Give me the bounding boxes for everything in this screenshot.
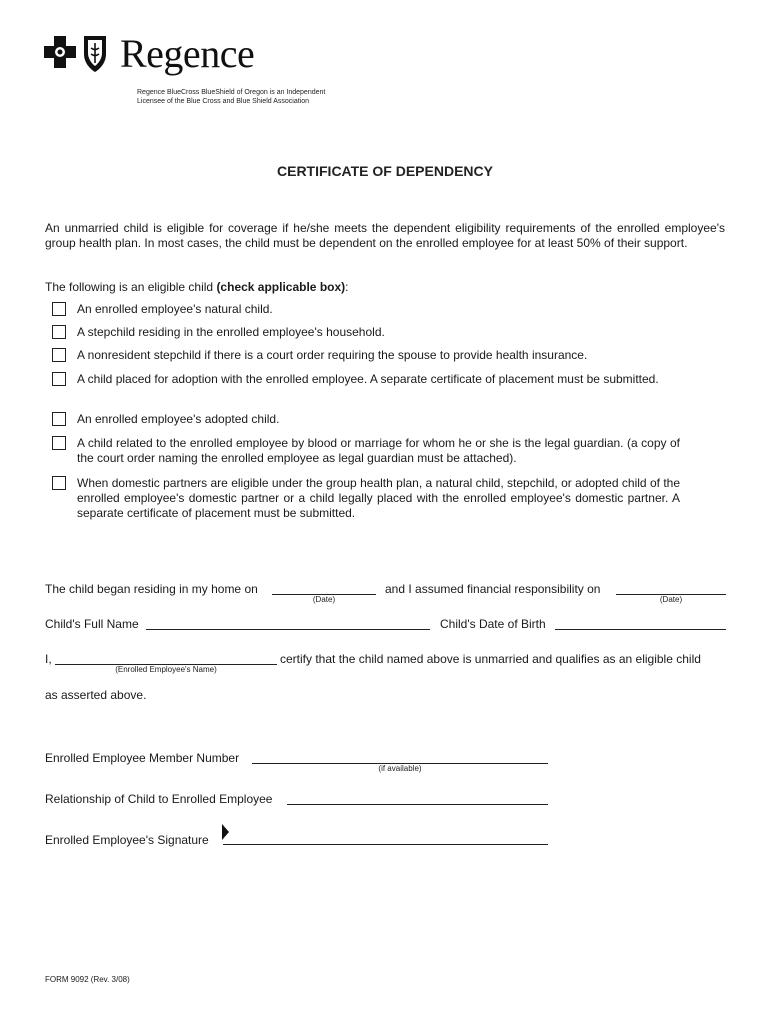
dob-field[interactable] bbox=[555, 629, 726, 630]
dob-label: Child's Date of Birth bbox=[440, 617, 546, 631]
checklist-lead bbox=[45, 280, 349, 294]
checkbox[interactable] bbox=[52, 348, 66, 362]
checkbox[interactable] bbox=[52, 372, 66, 386]
signature-field[interactable] bbox=[223, 844, 548, 845]
lead-bold: (check applicable box) bbox=[216, 280, 346, 294]
brand-note-line: Regence BlueCross BlueShield of Oregon is an Independent bbox=[137, 89, 326, 96]
full-name-label: Child's Full Name bbox=[45, 617, 139, 631]
form-number: FORM 9092 (Rev. 3/08) bbox=[45, 975, 130, 984]
option-label: When domestic partners are eligible under the group health plan, a natural child, stepchild, or adopted child of the enrolled employee's domestic partner or a child legally placed with the enrolled employee's domestic partner. A separate certificate of placement must be submitted. bbox=[77, 476, 680, 520]
option-nonresident-stepchild bbox=[52, 348, 680, 363]
signature-label: Enrolled Employee's Signature bbox=[45, 833, 209, 847]
checkbox[interactable] bbox=[52, 412, 66, 426]
option-label: An enrolled employee's natural child. bbox=[77, 302, 273, 316]
checkbox[interactable] bbox=[52, 302, 66, 316]
date-caption: (Date) bbox=[659, 595, 683, 604]
date-caption: (Date) bbox=[312, 595, 336, 604]
option-label: An enrolled employee's adopted child. bbox=[77, 412, 280, 426]
relationship-label: Relationship of Child to Enrolled Employee bbox=[45, 792, 273, 806]
member-number-label: Enrolled Employee Member Number bbox=[45, 751, 240, 765]
option-label: A child placed for adoption with the enrolled employee. A separate certificate of placement must be submitted. bbox=[77, 372, 659, 386]
option-adoption-placement bbox=[52, 372, 680, 387]
option-label: A child related to the enrolled employee by blood or marriage for whom he or she is the legal guardian. (a copy of the court order naming the enrolled employee as legal guardian must be attached). bbox=[77, 436, 680, 465]
brand-note-line: Licensee of the Blue Cross and Blue Shield Association bbox=[137, 98, 309, 105]
option-domestic-partner bbox=[52, 476, 680, 521]
checkbox[interactable] bbox=[52, 436, 66, 450]
full-name-field[interactable] bbox=[146, 629, 430, 630]
asserted-text: as asserted above. bbox=[45, 688, 147, 702]
intro-paragraph: An unmarried child is eligible for coverage if he/she meets the dependent eligibility requirements of the enrolled employee's group health plan. In most cases, the child must be dependent on the enrolled employee for at least 50% of their support. bbox=[45, 221, 725, 250]
employee-name-caption: (Enrolled Employee's Name) bbox=[115, 665, 217, 674]
certify-text: certify that the child named above is unmarried and qualifies as an eligible child bbox=[280, 652, 701, 666]
brand-name: Regence bbox=[120, 31, 255, 76]
bcbs-logo bbox=[44, 34, 110, 80]
page-title: CERTIFICATE OF DEPENDENCY bbox=[277, 163, 493, 179]
checkbox[interactable] bbox=[52, 476, 66, 490]
option-legal-guardian bbox=[52, 436, 680, 466]
option-natural-child bbox=[52, 302, 680, 317]
lead-text: The following is an eligible child bbox=[45, 280, 217, 294]
lead-colon: : bbox=[345, 280, 349, 294]
option-label: A nonresident stepchild if there is a court order requiring the spouse to provide health insurance. bbox=[77, 348, 588, 362]
relationship-field[interactable] bbox=[287, 804, 548, 805]
option-label: A stepchild residing in the enrolled employee's household. bbox=[77, 325, 385, 339]
brand-note bbox=[137, 88, 377, 106]
checkbox[interactable] bbox=[52, 325, 66, 339]
sign-here-arrow-icon bbox=[221, 823, 231, 841]
if-available-caption: (if available) bbox=[378, 764, 422, 773]
option-stepchild bbox=[52, 325, 680, 340]
financial-label: and I assumed financial responsibility on bbox=[385, 582, 601, 596]
option-adopted-child bbox=[52, 412, 680, 427]
i-label: I, bbox=[45, 652, 52, 666]
began-residing-label: The child began residing in my home on bbox=[45, 582, 258, 596]
